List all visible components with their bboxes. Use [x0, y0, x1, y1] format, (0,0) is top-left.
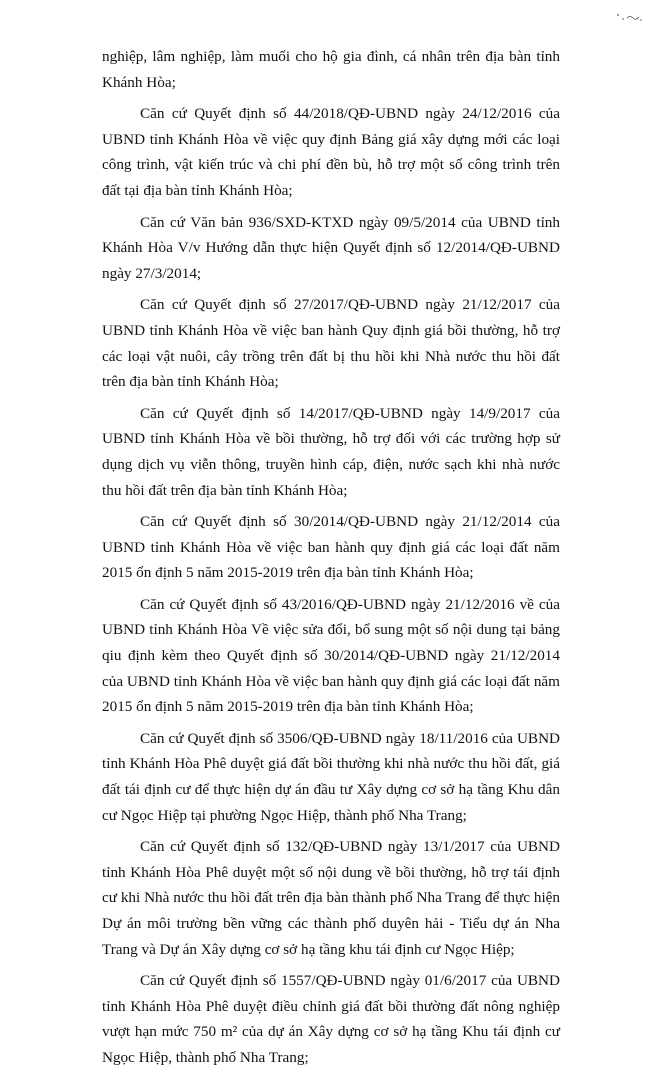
paragraph-decision-44-2018: Căn cứ Quyết định số 44/2018/QĐ-UBND ngày 24/12/2016 của UBND tỉnh Khánh Hòa về việc quy định Bảng giá xây dựng mới các loại công trình, vật kiến trúc và chi phí đền bù, hỗ trợ một số công trình trên đất tại địa bàn tỉnh Khánh Hòa;	[102, 105, 560, 199]
paragraph-decision-30-2014: Căn cứ Quyết định số 30/2014/QĐ-UBND ngày 21/12/2014 của UBND tỉnh Khánh Hòa về việc ban hành quy định giá các loại đất năm 2015 ổn định 5 năm 2015-2019 trên địa bàn tỉnh Khánh Hòa;	[102, 513, 560, 582]
scan-mark-icon	[614, 10, 644, 24]
paragraph-decision-27-2017: Căn cứ Quyết định số 27/2017/QĐ-UBND ngày 21/12/2017 của UBND tỉnh Khánh Hòa về việc ban hành Quy định giá bồi thường, hỗ trợ các loại vật nuôi, cây trồng trên đất bị thu hồi khi Nhà nước thu hồi đất trên địa bàn tỉnh Khánh Hòa;	[102, 296, 560, 391]
paragraph-decision-43-2016: Căn cứ Quyết định số 43/2016/QĐ-UBND ngày 21/12/2016 về của UBND tỉnh Khánh Hòa Về việc sửa đổi, bổ sung một số nội dung tại bảng qiu định kèm theo Quyết định số 30/2014/QĐ-UBND ngày 21/12/2014 của UBND tỉnh Khánh Hòa về việc ban hành quy định giá các loại đất năm 2015 ổn định 5 năm 2015-2019 trên địa bàn tỉnh Khánh Hòa;	[102, 595, 560, 716]
paragraph-decision-1557: Căn cứ Quyết định số 1557/QĐ-UBND ngày 01/6/2017 của UBND tỉnh Khánh Hòa Phê duyệt điều chỉnh giá đất bồi thường đất nông nghiệp vượt hạn mức 750 m² của dự án Xây dựng cơ sở hạ tầng Khu tái định cư Ngọc Hiệp, thành phố Nha Trang;	[102, 972, 560, 1066]
paragraph-decision-14-2017: Căn cứ Quyết định số 14/2017/QĐ-UBND ngày 14/9/2017 của UBND tỉnh Khánh Hòa về bồi thường, hỗ trợ đối với các trường hợp sử dụng dịch vụ viễn thông, truyền hình cáp, điện, nước sạch khi nhà nước thu hồi đất trên địa bàn tỉnh Khánh Hòa;	[102, 404, 560, 499]
paragraph-decision-132: Căn cứ Quyết định số 132/QĐ-UBND ngày 13/1/2017 của UBND tỉnh Khánh Hòa Phê duyệt một số nội dung về bồi thường, hỗ trợ tái định cư khi Nhà nước thu hồi đất trên địa bàn thành phố Nha Trang để thực hiện Dự án môi trường bền vững các thành phố duyên hải - Tiểu dự án Nha Trang và Dự án Xây dựng cơ sở hạ tầng khu tái định cư Ngọc Hiệp;	[102, 838, 560, 958]
paragraph-continuation: nghiệp, lâm nghiệp, làm muối cho hộ gia đình, cá nhân trên địa bàn tỉnh Khánh Hòa;	[102, 48, 560, 91]
document-body	[102, 44, 560, 1077]
paragraph-decision-3506: Căn cứ Quyết định số 3506/QĐ-UBND ngày 18/11/2016 của UBND tỉnh Khánh Hòa Phê duyệt giá đất bồi thường khi nhà nước thu hồi đất, giá đất tái định cư để thực hiện dự án đầu tư Xây dựng cơ sở hạ tầng Khu dân cư Ngọc Hiệp tại phường Ngọc Hiệp, thành phố Nha Trang;	[102, 729, 560, 824]
paragraph-document-936: Căn cứ Văn bản 936/SXD-KTXD ngày 09/5/2014 của UBND tỉnh Khánh Hòa V/v Hướng dẫn thực hiện Quyết định số 12/2014/QĐ-UBND ngày 27/3/2014;	[102, 213, 560, 282]
